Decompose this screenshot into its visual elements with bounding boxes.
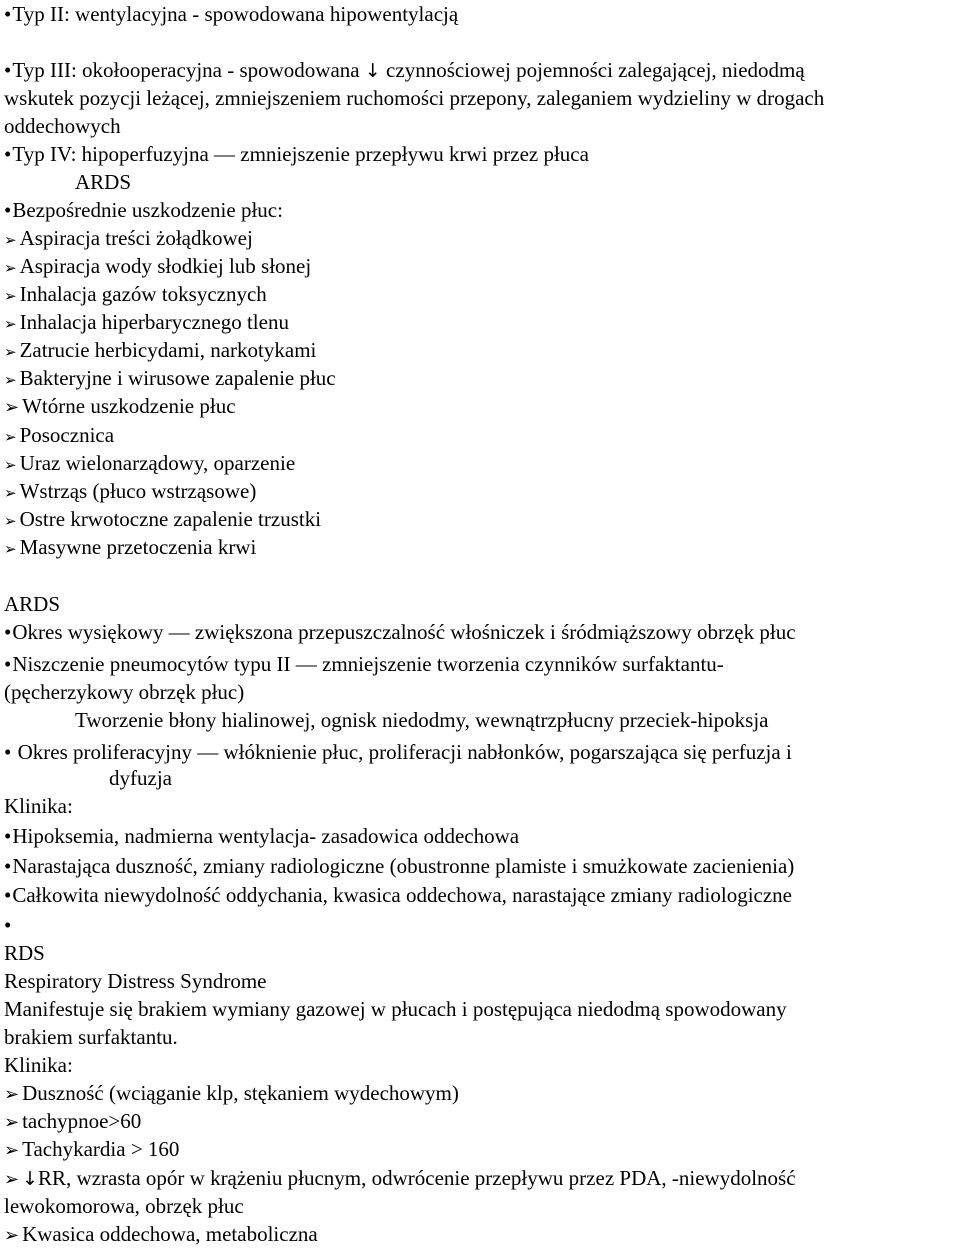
list-item: ➢ Duszność (wciąganie klp, stękaniem wydechowym) (4, 1079, 459, 1109)
text-line (4, 56, 805, 85)
text-line: (pęcherzykowy obrzęk płuc) (4, 680, 245, 704)
list-item: ➢ Wstrząs (płuco wstrząsowe) (4, 477, 256, 507)
section-heading: Klinika: (4, 794, 73, 818)
section-heading: ARDS (4, 592, 61, 616)
text-span: RR, wzrasta opór w krążeniu płucnym, odwrócenie przepływu przez PDA, -niewydolność (38, 1166, 796, 1190)
text-line (4, 738, 792, 766)
text-line: • Bezpośrednie uszkodzenie płuc: (4, 196, 283, 224)
list-item: ➢ Aspiracja wody słodkiej lub słonej (4, 252, 311, 282)
text-line: • Typ II: wentylacyjna - spowodowana hipowentylacją (4, 0, 458, 28)
list-item: ➢ Uraz wielonarządowy, oparzenie (4, 449, 295, 479)
text-line: dyfuzja (109, 766, 172, 790)
text-line: wskutek pozycji leżącej, zmniejszeniem ruchomości przepony, zaleganiem wydzieliny w drogach (4, 86, 825, 110)
list-item: ➢ Tachykardia > 160 (4, 1135, 179, 1165)
bullet-icon (4, 911, 12, 939)
list-item: ➢ Ostre krwotoczne zapalenie trzustki (4, 505, 321, 535)
list-item: ➢ Kwasica oddechowa, metaboliczna (4, 1220, 318, 1250)
down-arrow-icon: ↓ (22, 1168, 39, 1190)
list-item: ➢ Aspiracja treści żołądkowej (4, 224, 253, 254)
list-item: ➢ Wtórne uszkodzenie płuc (4, 392, 236, 422)
text-line: Manifestuje się brakiem wymiany gazowej w płucach i postępująca niedodmą spowodowany (4, 997, 787, 1021)
text-line: Respiratory Distress Syndrome (4, 969, 267, 993)
list-item: ➢ Inhalacja gazów toksycznych (4, 280, 267, 310)
text-line: lewokomorowa, obrzęk płuc (4, 1194, 244, 1218)
text-span: Typ III: okołooperacyjna - spowodowana (12, 58, 360, 82)
down-arrow-icon: ↓ (364, 60, 381, 82)
text-line: • Okres wysiękowy ― zwiększona przepuszczalność włośniczek i śródmiąższowy obrzęk płuc (4, 618, 796, 646)
list-item: ➢ Inhalacja hiperbarycznego tlenu (4, 308, 289, 338)
text-line: Tworzenie błony hialinowej, ognisk niedodmy, wewnątrzpłucny przeciek-hipoksja (75, 708, 769, 732)
text-line: • Hipoksemia, nadmierna wentylacja- zasadowica oddechowa (4, 822, 519, 850)
text-line: • Całkowita niewydolność oddychania, kwasica oddechowa, narastające zmiany radiologiczne (4, 881, 792, 909)
list-item (4, 1164, 796, 1194)
text-line: • Narastająca duszność, zmiany radiologiczne (obustronne plamiste i smużkowate zacienienia) (4, 852, 794, 880)
list-item: ➢ Posocznica (4, 421, 114, 451)
text-span: czynnościowej pojemności zalegającej, niedodmą (386, 58, 805, 82)
list-item: ➢ Bakteryjne i wirusowe zapalenie płuc (4, 364, 336, 394)
section-heading: ARDS (75, 170, 132, 194)
text-line: oddechowych (4, 114, 121, 138)
text-line: • Niszczenie pneumocytów typu II ― zmniejszenie tworzenia czynników surfaktantu- (4, 650, 724, 678)
text-line: • Typ IV: hipoperfuzyjna ― zmniejszenie przepływu krwi przez płuca (4, 140, 589, 168)
list-item: ➢ Masywne przetoczenia krwi (4, 533, 256, 563)
section-heading: RDS (4, 941, 45, 965)
section-heading: Klinika: (4, 1053, 73, 1077)
list-item: ➢ Zatrucie herbicydami, narkotykami (4, 336, 316, 366)
list-item: ➢ tachypnoe>60 (4, 1107, 141, 1137)
text-line: brakiem surfaktantu. (4, 1025, 178, 1049)
bullet-icon (4, 740, 12, 764)
text-span: Okres proliferacyjny ― włóknienie płuc, proliferacji nabłonków, pogarszająca się perfuzja i (17, 740, 792, 764)
